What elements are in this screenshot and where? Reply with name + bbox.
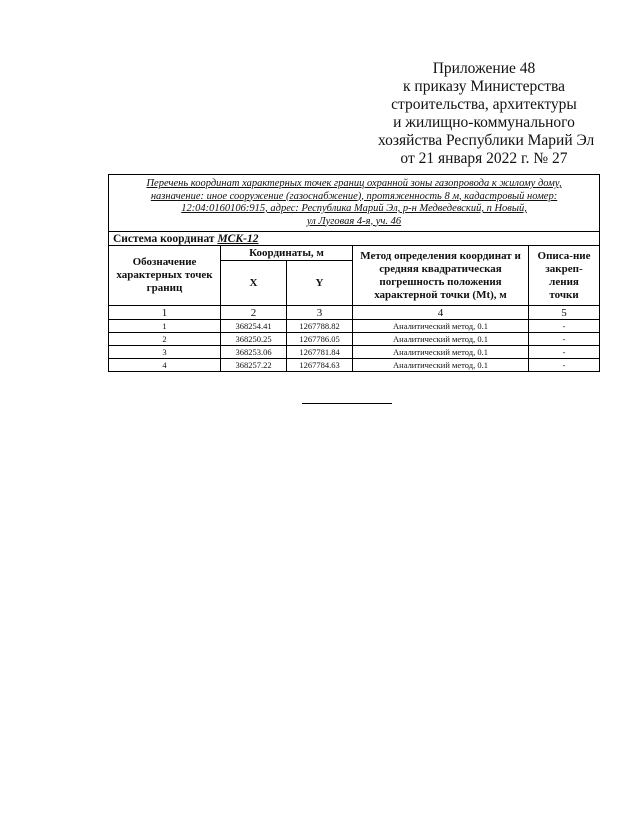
column-number: 5 [529, 306, 600, 320]
header-y: Y [287, 261, 353, 306]
appendix-line: к приказу Министерства [403, 78, 565, 95]
appendix-line: хозяйства Республики Марий Эл [378, 132, 595, 149]
cell-method: Аналитический метод, 0.1 [353, 320, 529, 333]
cell-method: Аналитический метод, 0.1 [353, 359, 529, 372]
appendix-line: Приложение 48 [432, 60, 536, 77]
coordinate-system-value: МСК-12 [217, 232, 259, 245]
cell-y: 1267781.84 [287, 346, 353, 359]
cell-x: 368253.06 [221, 346, 287, 359]
cell-point: 2 [109, 333, 221, 346]
header-coordinates: Координаты, м [221, 246, 353, 261]
table-row [109, 359, 600, 372]
cell-method: Аналитический метод, 0.1 [353, 333, 529, 346]
column-number: 4 [353, 306, 529, 320]
cell-y: 1267788.82 [287, 320, 353, 333]
table-caption [109, 175, 600, 232]
header-method: Метод определения координат и средняя квадратическая погрешность положения характерной точки (Mt), м [353, 246, 529, 306]
coordinates-table [108, 174, 600, 372]
column-number: 2 [221, 306, 287, 320]
column-number: 1 [109, 306, 221, 320]
header-point-label: Обозначение характерных точек границ [109, 246, 221, 306]
cell-point: 1 [109, 320, 221, 333]
cell-point: 4 [109, 359, 221, 372]
table-row [109, 320, 600, 333]
table-row [109, 333, 600, 346]
cell-x: 368254.41 [221, 320, 287, 333]
cell-x: 368257.22 [221, 359, 287, 372]
coordinate-system-row [109, 232, 600, 246]
appendix-header [378, 60, 595, 168]
column-number: 3 [287, 306, 353, 320]
cell-description: - [529, 333, 600, 346]
cell-point: 3 [109, 346, 221, 359]
header-x: X [221, 261, 287, 306]
cell-x: 368250.25 [221, 333, 287, 346]
caption-line: ул Луговая 4-я, уч. 46 [306, 215, 402, 227]
cell-method: Аналитический метод, 0.1 [353, 346, 529, 359]
appendix-line: строительства, архитектуры [391, 96, 577, 113]
table-row [109, 346, 600, 359]
cell-y: 1267784.63 [287, 359, 353, 372]
caption-line: Перечень координат характерных точек границ охранной зоны газопровода к жилому дому, [146, 178, 562, 189]
header-description: Описа-ние закреп-ления точки [529, 246, 600, 306]
cell-description: - [529, 320, 600, 333]
cell-y: 1267786.05 [287, 333, 353, 346]
closing-divider [302, 403, 392, 404]
appendix-line: и жилищно-коммунального [393, 114, 575, 131]
coordinate-system-label: Система координат [113, 232, 215, 245]
cell-description: - [529, 359, 600, 372]
caption-line: назначение: иное сооружение (газоснабжение), протяженность 8 м, кадастровый номер: [150, 190, 558, 202]
appendix-line: от 21 января 2022 г. № 27 [400, 150, 568, 167]
cell-description: - [529, 346, 600, 359]
caption-line: 12:04:0160106:915, адрес: Республика Марий Эл, р-н Медведевский, п Новый, [181, 203, 527, 214]
